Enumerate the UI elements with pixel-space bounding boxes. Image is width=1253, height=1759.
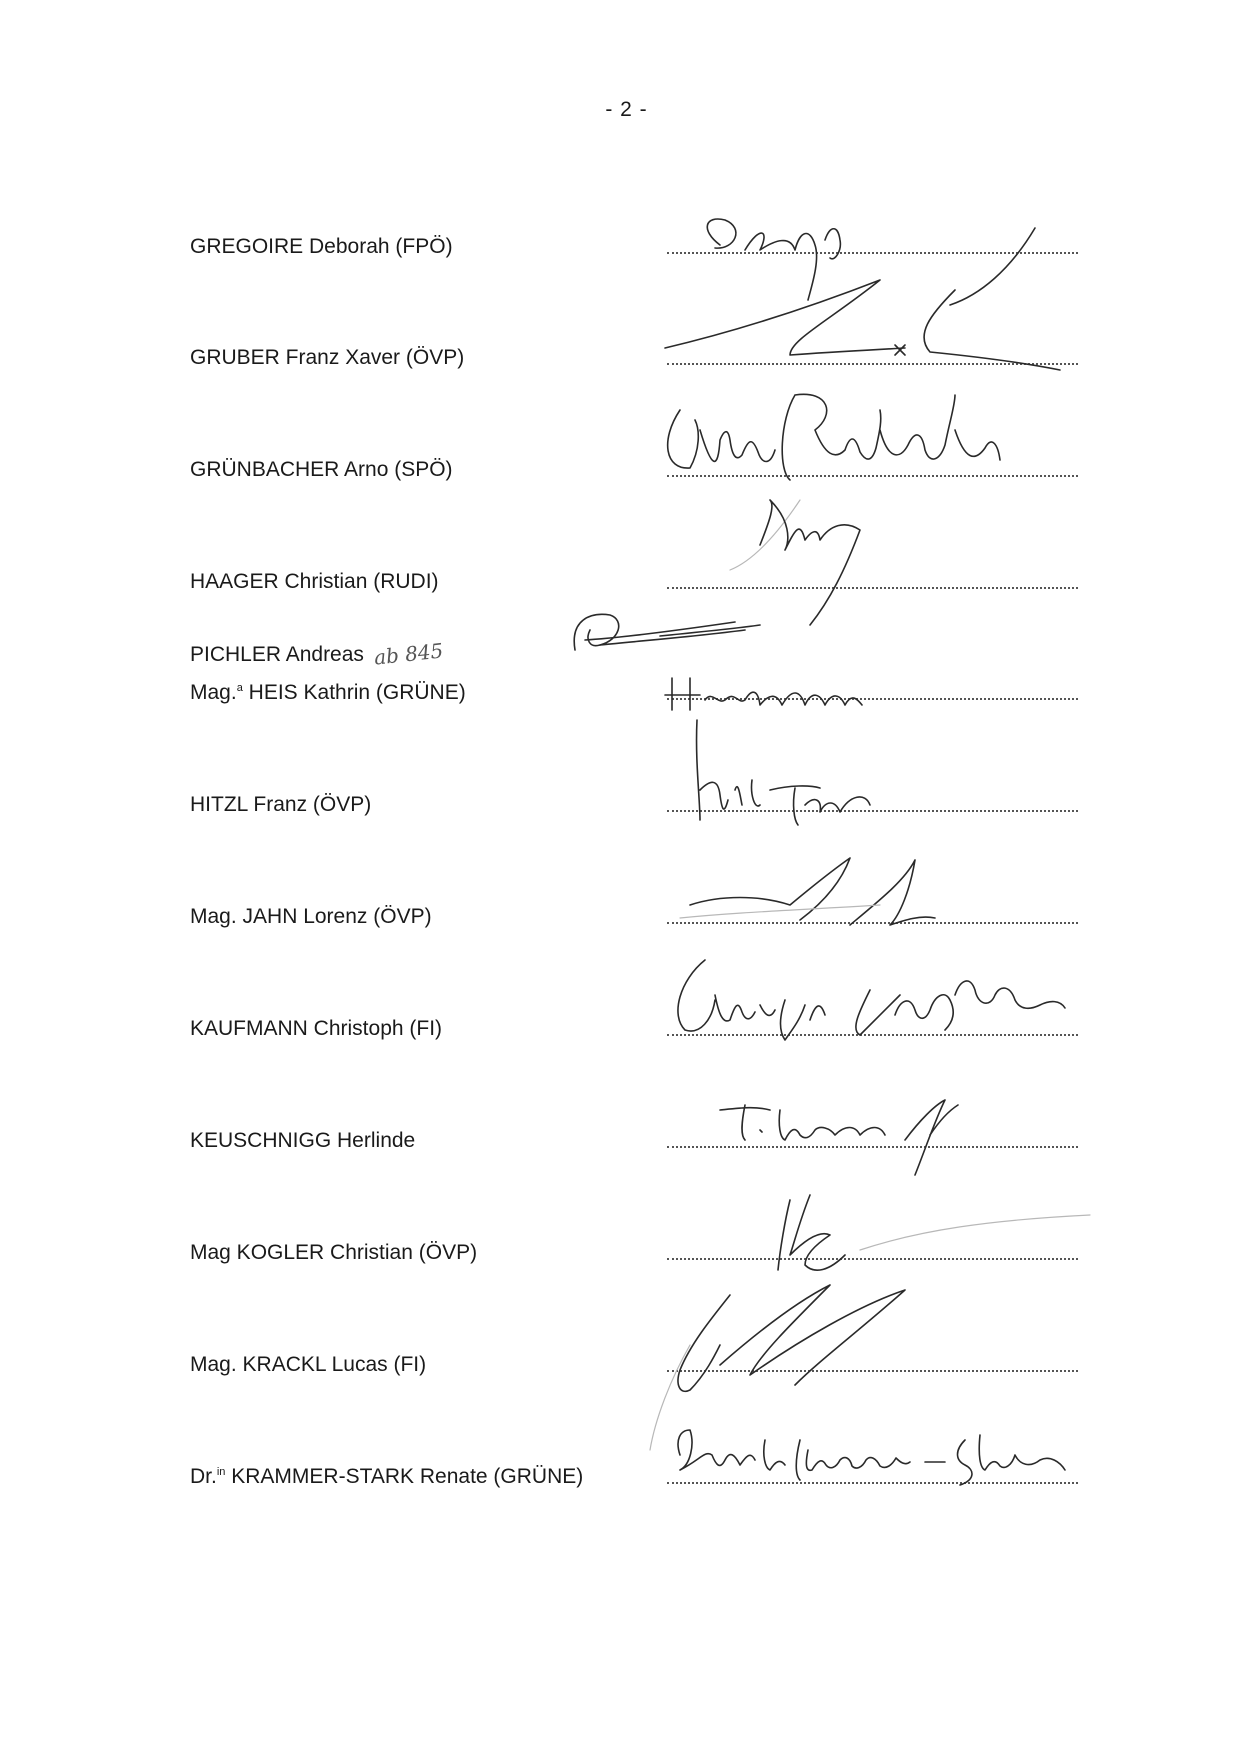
signature-line bbox=[667, 1258, 1078, 1260]
signature-line bbox=[667, 475, 1078, 477]
signatory-name: Mag. JAHN Lorenz (ÖVP) bbox=[190, 905, 432, 928]
title-superscript: in bbox=[216, 1466, 226, 1478]
signature-row bbox=[0, 535, 1253, 595]
signatory-name-text: HEIS Kathrin (GRÜNE) bbox=[248, 681, 466, 704]
signatory-name-text: KRAMMER-STARK Renate (GRÜNE) bbox=[231, 1465, 584, 1488]
title-prefix: Dr. bbox=[190, 1465, 217, 1488]
signature-line bbox=[667, 587, 1078, 589]
title-prefix: Mag. bbox=[190, 681, 237, 704]
signature-row bbox=[0, 1206, 1253, 1266]
signatory-name: GREGOIRE Deborah (FPÖ) bbox=[190, 235, 453, 258]
signatory-name bbox=[190, 680, 466, 706]
title-superscript: a bbox=[236, 682, 243, 694]
signatory-name bbox=[190, 1464, 583, 1490]
signatory-name: HAAGER Christian (RUDI) bbox=[190, 570, 439, 593]
signatory-name: GRÜNBACHER Arno (SPÖ) bbox=[190, 458, 453, 481]
signatory-name: GRUBER Franz Xaver (ÖVP) bbox=[190, 346, 465, 369]
signature-line bbox=[667, 252, 1078, 254]
signature-line bbox=[667, 810, 1078, 812]
signature-row bbox=[0, 423, 1253, 483]
signature-row bbox=[0, 1094, 1253, 1154]
signature-line bbox=[667, 1482, 1078, 1484]
signature-row bbox=[0, 870, 1253, 930]
signature-row bbox=[0, 1430, 1253, 1490]
signature-line bbox=[667, 922, 1078, 924]
handwritten-annotation: ab 845 bbox=[372, 638, 445, 670]
signature-row bbox=[0, 200, 1253, 260]
signature-line bbox=[667, 1146, 1078, 1148]
signature-line bbox=[667, 1370, 1078, 1372]
signature-line bbox=[667, 363, 1078, 365]
signatory-name: KEUSCHNIGG Herlinde bbox=[190, 1129, 416, 1152]
signature-line bbox=[667, 1034, 1078, 1036]
signature-row bbox=[0, 758, 1253, 818]
signature-row bbox=[0, 646, 1253, 706]
signature-row bbox=[0, 982, 1253, 1042]
signatory-name-text: PICHLER Andreas bbox=[190, 643, 364, 666]
page-number: - 2 - bbox=[605, 98, 648, 121]
signatory-name: HITZL Franz (ÖVP) bbox=[190, 793, 372, 816]
signature-row bbox=[0, 311, 1253, 371]
signatory-name: KAUFMANN Christoph (FI) bbox=[190, 1017, 443, 1040]
signatory-name: Mag KOGLER Christian (ÖVP) bbox=[190, 1241, 478, 1264]
signatory-name: Mag. KRACKL Lucas (FI) bbox=[190, 1353, 427, 1376]
signature-row bbox=[0, 1318, 1253, 1378]
signature-line bbox=[667, 698, 1078, 700]
